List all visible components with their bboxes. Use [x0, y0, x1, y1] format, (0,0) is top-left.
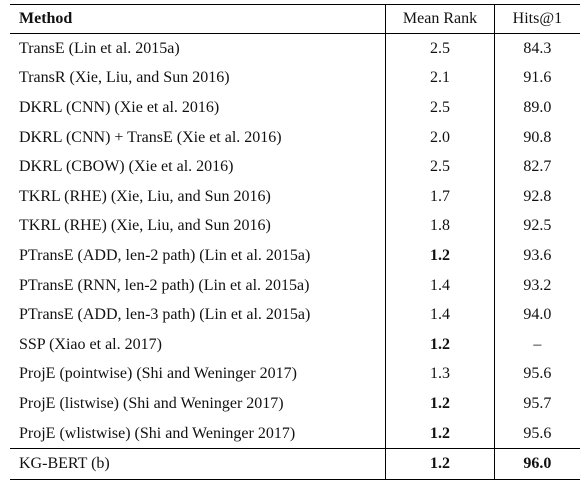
table-row	[10, 419, 580, 449]
table-header-row	[10, 5, 580, 34]
method-cell: ProjE (pointwise) (Shi and Weninger 2017)	[19, 365, 297, 383]
table-row	[10, 212, 580, 242]
mean-rank-cell: 1.4	[386, 300, 494, 330]
header-hits-at-1: Hits@1	[494, 5, 580, 34]
hits-at-1-cell: 96.0	[494, 449, 580, 480]
mean-rank-cell: 2.5	[386, 152, 494, 182]
table-row	[10, 389, 580, 419]
table-row	[10, 64, 580, 94]
table-row	[10, 300, 580, 330]
table-row	[10, 182, 580, 212]
mean-rank-cell: 2.5	[386, 34, 494, 64]
results-table	[10, 4, 580, 480]
header-mean-rank: Mean Rank	[386, 5, 494, 34]
hits-at-1-cell: 89.0	[494, 93, 580, 123]
table-row	[10, 34, 580, 64]
table-row	[10, 271, 580, 301]
method-cell: SSP (Xiao et al. 2017)	[19, 335, 162, 353]
hits-at-1-cell: 94.0	[494, 300, 580, 330]
table-row	[10, 241, 580, 271]
hits-at-1-cell: 93.2	[494, 271, 580, 301]
mean-rank-cell: 1.2	[386, 449, 494, 480]
method-cell: TransE (Lin et al. 2015a)	[19, 39, 180, 57]
mean-rank-cell: 2.1	[386, 64, 494, 94]
mean-rank-cell: 1.2	[386, 419, 494, 449]
hits-at-1-cell: 95.6	[494, 360, 580, 390]
table-row	[10, 93, 580, 123]
table-row	[10, 449, 580, 480]
hits-at-1-cell: 90.8	[494, 123, 580, 153]
header-method: Method	[10, 5, 386, 34]
method-cell: PTransE (ADD, len-3 path) (Lin et al. 2015a)	[19, 306, 311, 324]
mean-rank-cell: 1.4	[386, 271, 494, 301]
mean-rank-cell: 1.3	[386, 360, 494, 390]
mean-rank-cell: 1.2	[386, 241, 494, 271]
method-cell: ProjE (listwise) (Shi and Weninger 2017)	[19, 394, 284, 412]
hits-at-1-cell: 84.3	[494, 34, 580, 64]
results-table-wrapper	[10, 4, 580, 480]
table-row	[10, 123, 580, 153]
table-row	[10, 152, 580, 182]
mean-rank-cell: 1.2	[386, 389, 494, 419]
method-cell: DKRL (CNN) (Xie et al. 2016)	[19, 98, 220, 116]
method-cell: DKRL (CNN) + TransE (Xie et al. 2016)	[19, 128, 282, 146]
table-row	[10, 330, 580, 360]
hits-at-1-cell: 92.5	[494, 212, 580, 242]
method-cell: PTransE (RNN, len-2 path) (Lin et al. 2015a)	[19, 276, 310, 294]
mean-rank-cell: 1.8	[386, 212, 494, 242]
method-cell: DKRL (CBOW) (Xie et al. 2016)	[19, 158, 234, 176]
method-cell: TransR (Xie, Liu, and Sun 2016)	[19, 69, 230, 87]
method-cell: KG-BERT (b)	[10, 449, 386, 480]
table-body	[10, 34, 580, 480]
method-cell: TKRL (RHE) (Xie, Liu, and Sun 2016)	[19, 217, 271, 235]
method-cell: ProjE (wlistwise) (Shi and Weninger 2017)	[19, 424, 296, 442]
hits-at-1-cell: 92.8	[494, 182, 580, 212]
mean-rank-cell: 2.5	[386, 93, 494, 123]
hits-at-1-cell: 95.7	[494, 389, 580, 419]
hits-at-1-cell: 93.6	[494, 241, 580, 271]
table-row	[10, 360, 580, 390]
hits-at-1-cell: 82.7	[494, 152, 580, 182]
mean-rank-cell: 1.2	[386, 330, 494, 360]
method-cell: PTransE (ADD, len-2 path) (Lin et al. 2015a)	[19, 246, 311, 264]
hits-at-1-cell: –	[494, 330, 580, 360]
mean-rank-cell: 1.7	[386, 182, 494, 212]
hits-at-1-cell: 91.6	[494, 64, 580, 94]
method-cell: TKRL (RHE) (Xie, Liu, and Sun 2016)	[19, 187, 271, 205]
mean-rank-cell: 2.0	[386, 123, 494, 153]
hits-at-1-cell: 95.6	[494, 419, 580, 449]
